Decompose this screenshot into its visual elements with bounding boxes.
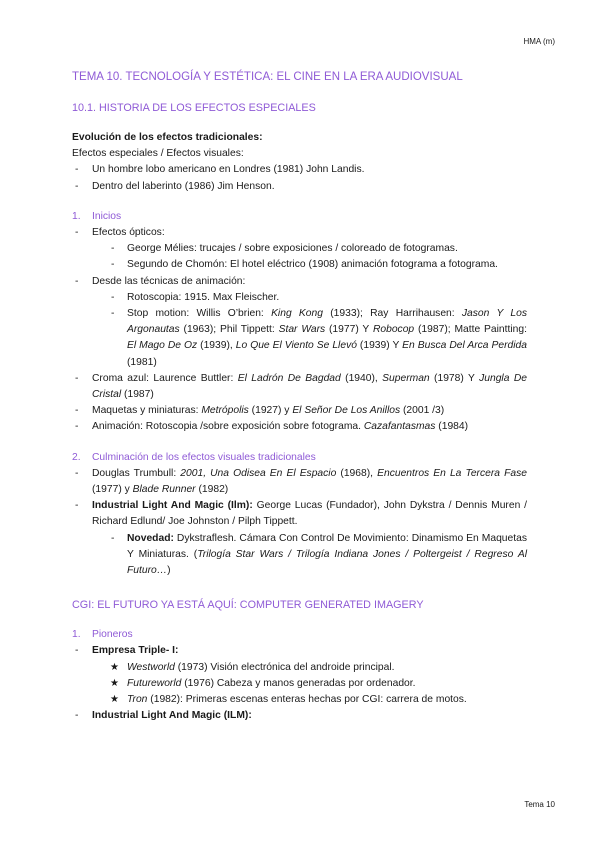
text: Douglas Trumbull: xyxy=(92,467,181,479)
page-title: TEMA 10. TECNOLOGÍA Y ESTÉTICA: EL CINE EN LA ERA AUDIOVISUAL xyxy=(72,71,463,83)
list-item: - Dentro del laberinto (1986) Jim Henson. xyxy=(72,179,527,195)
text: Desde las técnicas de animación: xyxy=(92,275,246,287)
text: (1968), xyxy=(336,467,378,479)
film-title: Futureworld xyxy=(127,677,182,689)
film-title: King Kong xyxy=(271,308,323,320)
numbered-heading-pioneros xyxy=(72,627,527,643)
film-title: Jason Y Los Argonautas xyxy=(127,308,527,336)
sublist xyxy=(92,241,527,273)
text: (1977) y xyxy=(92,484,133,496)
film-title: Jungla De Cristal xyxy=(92,372,527,401)
label: Pioneros xyxy=(92,629,133,641)
film-title: Encuentros En La Tercera Fase xyxy=(377,467,527,479)
text: (1940), xyxy=(340,372,383,384)
number: 2. xyxy=(72,451,81,463)
film-title: Tron xyxy=(127,694,148,706)
film-title: 2001, Una Odisea En El Espacio xyxy=(180,467,337,479)
number: 1. xyxy=(72,210,81,222)
list-item: - Rotoscopia: 1915. Max Fleischer. xyxy=(110,290,527,306)
list-item xyxy=(72,708,527,724)
section-heading-cgi: CGI: EL FUTURO YA ESTÁ AQUÍ: COMPUTER GENERATED IMAGERY xyxy=(72,599,424,612)
culminacion-list xyxy=(72,466,527,579)
text: (1933); Ray Harrihausen: xyxy=(322,308,462,320)
number: 1. xyxy=(72,629,81,641)
text: (1984) xyxy=(435,421,469,433)
text: (1977) Y xyxy=(325,324,373,336)
numbered-heading-inicios xyxy=(72,209,527,225)
star-item xyxy=(110,692,527,708)
text: (1973) Visión electrónica del androide principal. xyxy=(174,661,395,673)
text: (1981) xyxy=(127,356,157,368)
film-title: Blade Runner xyxy=(132,484,196,496)
text: (1927) y xyxy=(248,405,293,417)
list-item xyxy=(72,498,527,579)
list-item: - George Mélies: trucajes / sobre exposiciones / coloreado de fotogramas. xyxy=(110,241,527,257)
text: Animación: Rotoscopia /sobre exposición sobre fotograma. xyxy=(92,421,364,433)
film-title: Metrópolis xyxy=(201,405,249,417)
text: (1963); Phil Tippett: xyxy=(179,324,279,336)
list-item xyxy=(72,371,527,403)
text: Stop motion: Willis O’brien: xyxy=(127,308,272,320)
film-title: Superman xyxy=(382,372,430,384)
inicios-list xyxy=(72,225,527,436)
text: (1987); Matte Paintting: xyxy=(414,324,527,336)
text: Efectos ópticos: xyxy=(92,227,165,239)
section-heading-history: 10.1. HISTORIA DE LOS EFECTOS ESPECIALES xyxy=(72,102,316,114)
label: Inicios xyxy=(92,210,122,222)
text: (1987) xyxy=(121,389,154,401)
text: ) xyxy=(167,565,171,577)
film-title: El Ladrón De Bagdad xyxy=(237,372,341,384)
film-title: Cazafantasmas xyxy=(363,421,436,433)
list-item xyxy=(72,274,527,371)
film-title: Lo Que El Viento Se Llevó xyxy=(235,340,357,352)
text: Maquetas y miniaturas: xyxy=(92,405,202,417)
list-item xyxy=(110,531,527,580)
text: (2001 /3) xyxy=(400,405,445,417)
list-item xyxy=(110,306,527,371)
film-title: Star Wars xyxy=(278,324,326,336)
film-title: En Busca Del Arca Perdida xyxy=(402,340,528,352)
film-title: Robocop xyxy=(372,324,415,336)
film-title: El Mago De Oz xyxy=(127,340,198,352)
text: Dykstraflesh. Cámara Con Control De Movimiento: Dinamismo En Maquetas Y Miniaturas. ( xyxy=(127,532,527,560)
numbered-heading-culminacion xyxy=(72,450,527,466)
star-item xyxy=(110,660,527,676)
list-item xyxy=(72,403,527,419)
list-item: - Segundo de Chomón: El hotel eléctrico (1908) animación fotograma a fotograma. xyxy=(110,257,527,273)
text: (1978) Y xyxy=(429,372,480,384)
list-item xyxy=(72,225,527,274)
film-title: El Señor De Los Anillos xyxy=(292,405,401,417)
text: George Lucas (Fundador), John Dykstra / Dennis Muren / Richard Edlund/ Joe Johnston / Pilph Tippett. xyxy=(92,500,527,528)
bold-text: Industrial Light And Magic (Ilm): xyxy=(92,500,253,512)
bold-text: Industrial Light And Magic (ILM): xyxy=(92,710,252,722)
evolution-title: Evolución de los efectos tradicionales: xyxy=(72,132,263,143)
label: Culminación de los efectos visuales tradicionales xyxy=(92,451,316,463)
list-item xyxy=(72,419,527,435)
page-header: HMA (m) xyxy=(523,37,555,46)
bold-text: Novedad: xyxy=(127,532,174,544)
text: (1976) Cabeza y manos generadas por ordenador. xyxy=(181,677,416,689)
sublist xyxy=(92,531,527,580)
star-item xyxy=(110,676,527,692)
text: (1982) xyxy=(195,484,229,496)
text: (1939) Y xyxy=(356,340,403,352)
list-item xyxy=(72,643,527,708)
sublist xyxy=(92,290,527,371)
bold-text: Empresa Triple- I: xyxy=(92,645,179,657)
pioneros-list xyxy=(72,643,527,724)
text: (1939), xyxy=(197,340,236,352)
text: (1982): Primeras escenas enteras hechas por CGI: carrera de motos. xyxy=(147,694,467,706)
list-item: - Un hombre lobo americano en Londres (1981) John Landis. xyxy=(72,162,527,178)
film-title: Westworld xyxy=(127,661,175,673)
page-footer: Tema 10 xyxy=(524,800,555,809)
evolution-list xyxy=(72,162,527,194)
text: Croma azul: Laurence Buttler: xyxy=(92,372,238,384)
evolution-subtitle: Efectos especiales / Efectos visuales: xyxy=(72,148,244,160)
star-list xyxy=(92,660,527,709)
list-item xyxy=(72,466,527,498)
document-body xyxy=(72,69,527,725)
film-title: Trilogía Star Wars / Trilogía Indiana Jones / Poltergeist / Regreso Al Futuro… xyxy=(127,548,527,577)
